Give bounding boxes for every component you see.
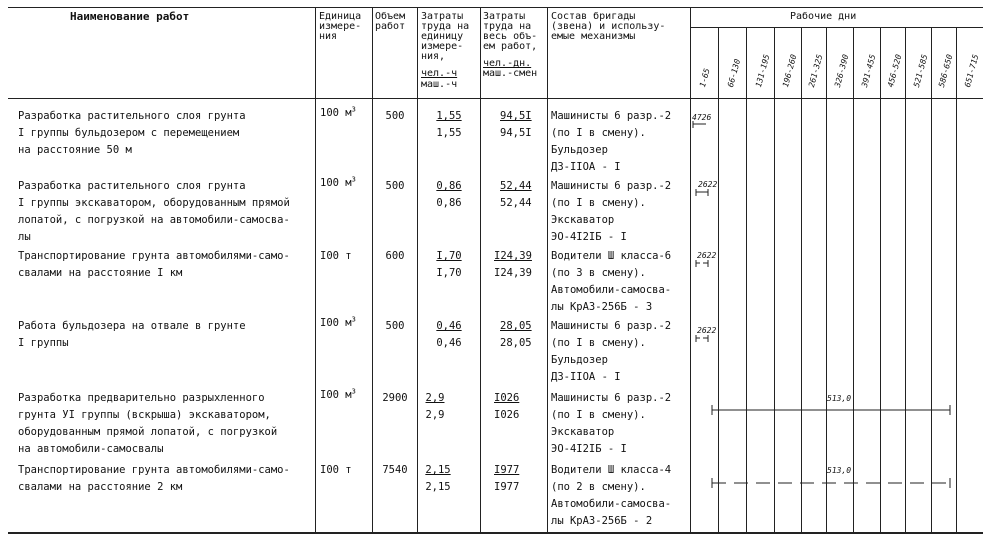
- row-labor-unit-top: 1,55: [436, 110, 462, 122]
- row-work-name: Разработка растительного слоя грунта I группы экскаватором, оборудованным прямой лопатой, с погрузкой на автомобили-самосва- лы: [18, 180, 290, 243]
- header-labor-unit-u2: маш.-ч: [421, 79, 458, 90]
- day-range-2: 66-130: [726, 58, 743, 89]
- row-volume: 2900: [382, 392, 408, 404]
- row-labor-unit-bottom: 0,46: [436, 337, 462, 349]
- row-labor-unit-top: I,70: [436, 250, 462, 262]
- row-labor-total-top: I026: [494, 392, 520, 404]
- row-unit: I00 $м^3$: [320, 387, 356, 401]
- day-range-7: 391-455: [860, 53, 878, 89]
- row-labor-unit-bottom: 2,9: [425, 409, 445, 421]
- row-labor-total-top: 28,05: [500, 320, 532, 332]
- schedule-bar: [694, 332, 714, 344]
- schedule-bar: [708, 403, 954, 417]
- row-labor-unit-top: 0,46: [436, 320, 462, 332]
- row-labor-total-bottom: 28,05: [500, 337, 532, 349]
- row-labor-total-top: 94,5I: [500, 110, 532, 122]
- header-work-name: Наименование работ: [70, 10, 190, 23]
- row-unit: I00 т: [320, 464, 352, 476]
- row-volume: 600: [385, 250, 405, 262]
- row-work-name: Разработка предварительно разрыхленного грунта УI группы (вскрыша) экскаватором, оборудованным прямой лопатой, с погрузкой на автомобили-самосвалы: [18, 392, 278, 455]
- row-labor-total-top: I24,39: [494, 250, 532, 262]
- row-work-name: Транспортирование грунта автомобилями-само- свалами на расстояние I км: [18, 250, 290, 279]
- schedule-bar: [692, 118, 712, 130]
- header-workdays: Рабочие дни: [790, 11, 857, 22]
- day-range-8: 456-520: [886, 53, 904, 89]
- row-crew: Машинисты 6 разр.-2 (по I в смену). Бульдозер ДЗ-IIOA - I: [551, 110, 672, 173]
- schedule-label: 4726: [692, 113, 712, 122]
- day-range-4: 196-260: [781, 53, 799, 89]
- row-labor-unit-bottom: 1,55: [436, 127, 462, 139]
- row-volume: 7540: [382, 464, 408, 476]
- schedule-label: 2622: [697, 326, 717, 335]
- header-labor-total-u2: маш.-смен: [483, 68, 538, 79]
- schedule-label: 513,0: [827, 394, 852, 403]
- row-crew: Водители Ш класса-4 (по 2 в смену). Автомобили-самосва- лы КрАЗ-256Б - 2: [551, 464, 672, 527]
- row-crew: Машинисты 6 разр.-2 (по I в смену). Экскаватор ЭО-4I2IБ - I: [551, 392, 672, 455]
- row-labor-unit-top: 2,9: [425, 392, 445, 404]
- row-volume: 500: [385, 180, 405, 192]
- day-range-1: 1-65: [698, 67, 712, 89]
- row-labor-total-bottom: 94,5I: [500, 127, 532, 139]
- row-crew: Машинисты 6 разр.-2 (по I в смену). Бульдозер ДЗ-IIOA - I: [551, 320, 672, 383]
- day-range-5: 261-325: [807, 53, 825, 89]
- schedule-bar: [708, 476, 954, 490]
- header-labor-total: Затраты труда на весь объ- ем работ,: [483, 11, 538, 52]
- day-range-3: 131-195: [754, 53, 772, 89]
- schedule-bar: [694, 257, 714, 269]
- row-work-name: Транспортирование грунта автомобилями-само- свалами на расстояние 2 км: [18, 464, 290, 493]
- header-unit: Единица измере- ния: [319, 11, 362, 42]
- day-range-9: 521-585: [912, 53, 930, 89]
- schedule-label: 2622: [697, 251, 717, 260]
- row-labor-total-top: 52,44: [500, 180, 532, 192]
- day-range-11: 651-715: [963, 53, 981, 89]
- day-range-10: 586-650: [937, 53, 955, 89]
- row-labor-unit-bottom: 2,15: [425, 481, 451, 493]
- row-unit: 100 $м^3$: [320, 175, 356, 189]
- row-volume: 500: [385, 110, 405, 122]
- row-unit: I00 $м^3$: [320, 315, 356, 329]
- row-unit: I00 т: [320, 250, 352, 262]
- row-labor-unit-top: 0,86: [436, 180, 462, 192]
- header-volume: Объем работ: [375, 11, 406, 32]
- row-labor-unit-bottom: 0,86: [436, 197, 462, 209]
- row-labor-total-top: I977: [494, 464, 520, 476]
- schedule-label: 2622: [698, 180, 718, 189]
- schedule-bar: [694, 186, 714, 198]
- row-unit: 100 $м^3$: [320, 105, 356, 119]
- header-labor-unit: Затраты труда на единицу измере- ния,: [421, 11, 470, 62]
- row-volume: 500: [385, 320, 405, 332]
- row-crew: Водители Ш класса-6 (по 3 в смену). Автомобили-самосва- лы КрАЗ-256Б - 3: [551, 250, 672, 313]
- row-work-name: Разработка растительного слоя грунта I группы бульдозером с перемещением на расстояние 50 м: [18, 110, 246, 156]
- row-work-name: Работа бульдозера на отвале в грунте I группы: [18, 320, 246, 349]
- day-range-6: 326-390: [833, 53, 851, 89]
- row-labor-total-bottom: I24,39: [494, 267, 532, 279]
- row-labor-total-bottom: I026: [494, 409, 520, 421]
- header-labor-unit-u1: чел.-ч: [421, 68, 458, 79]
- row-crew: Машинисты 6 разр.-2 (по I в смену). Экскаватор ЭО-4I2IБ - I: [551, 180, 672, 243]
- row-labor-unit-top: 2,15: [425, 464, 451, 476]
- header-crew: Состав бригады (звена) и использу- емые механизмы: [551, 11, 666, 42]
- row-labor-total-bottom: 52,44: [500, 197, 532, 209]
- row-labor-unit-bottom: I,70: [436, 267, 462, 279]
- header-labor-total-u1: чел.-дн.: [483, 58, 532, 69]
- row-labor-total-bottom: I977: [494, 481, 520, 493]
- schedule-label: 513,0: [827, 466, 852, 475]
